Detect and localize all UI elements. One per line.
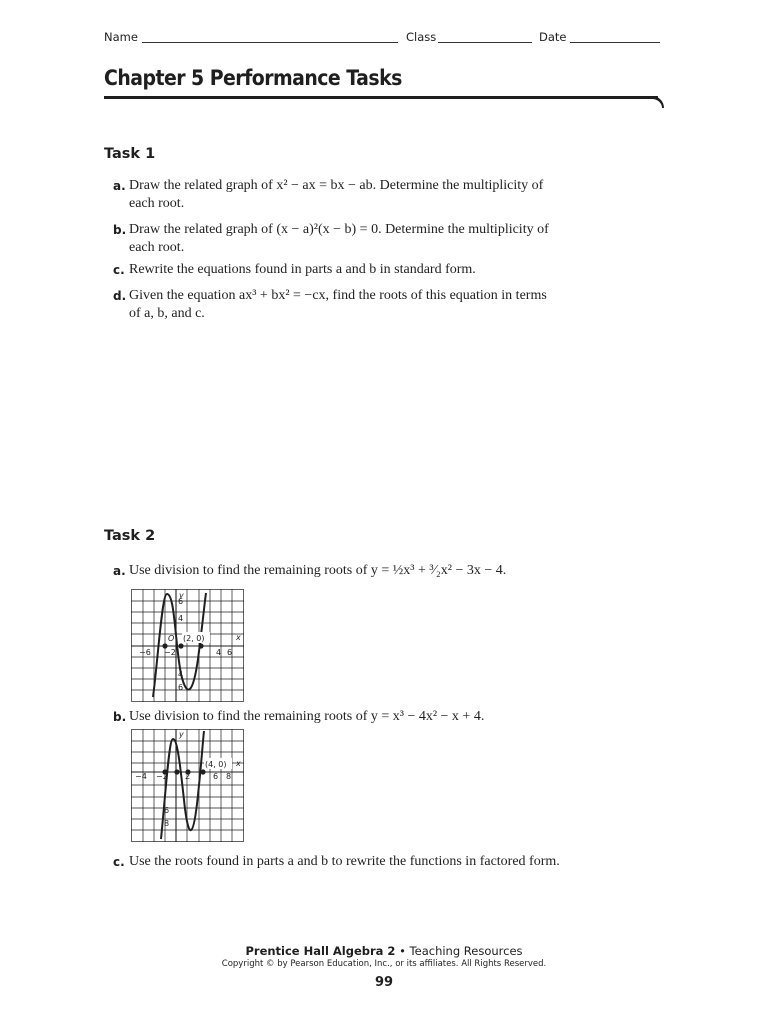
y-tick: 4 bbox=[178, 614, 184, 623]
y-tick: 6 bbox=[164, 806, 170, 815]
task1-item-b bbox=[113, 221, 613, 257]
task2-item-b bbox=[113, 708, 673, 726]
point-label: (2, 0) bbox=[183, 634, 205, 643]
item-text: Use division to find the remaining roots of y = ½x³ + ³⁄₂x² − 3x − 4. bbox=[129, 563, 507, 578]
x-tick: 8 bbox=[226, 772, 232, 781]
point-label: (4, 0) bbox=[205, 760, 227, 769]
y-tick: 4 bbox=[178, 670, 184, 679]
item-text: Given the equation ax³ + bx² = −cx, find the roots of this equation in terms bbox=[129, 288, 547, 303]
graph-b bbox=[131, 729, 244, 842]
item-text: Draw the related graph of (x − a)²(x − b) = 0. Determine the multiplicity of bbox=[129, 222, 549, 237]
name-label: Name bbox=[104, 30, 138, 44]
page-number: 99 bbox=[374, 975, 394, 990]
y-tick: 6 bbox=[178, 597, 184, 606]
y-tick: 8 bbox=[164, 819, 170, 828]
y-axis-label: y bbox=[179, 730, 184, 739]
footer-book-line bbox=[0, 944, 768, 958]
task1-item-d bbox=[113, 287, 613, 323]
item-text-cont: each root. bbox=[129, 240, 185, 255]
footer-resource: Teaching Resources bbox=[409, 944, 523, 958]
task2-heading: Task 2 bbox=[104, 528, 156, 544]
footer-copyright: Copyright © by Pearson Education, Inc., or its affiliates. All Rights Reserved. bbox=[221, 959, 547, 969]
x-tick: −2 bbox=[164, 648, 176, 657]
title-rule-curl bbox=[648, 96, 664, 108]
task2-item-a bbox=[113, 562, 673, 580]
item-text: Rewrite the equations found in parts a and b in standard form. bbox=[129, 262, 476, 277]
item-text: Draw the related graph of x² − ax = bx − ab. Determine the multiplicity of bbox=[129, 178, 544, 193]
footer-book: Prentice Hall Algebra 2 bbox=[245, 944, 396, 958]
item-label: d. bbox=[113, 289, 127, 303]
class-field-line[interactable] bbox=[438, 42, 532, 43]
item-label: a. bbox=[113, 564, 126, 578]
x-tick: 2 bbox=[185, 772, 191, 781]
item-label: c. bbox=[113, 263, 125, 277]
item-label: b. bbox=[113, 223, 127, 237]
item-label: c. bbox=[113, 855, 125, 869]
x-axis-label: x bbox=[236, 633, 241, 642]
y-tick: 6 bbox=[178, 683, 184, 692]
graph-a bbox=[131, 589, 244, 702]
y-axis-label: y bbox=[179, 591, 184, 600]
x-tick: 4 bbox=[216, 648, 222, 657]
origin-label: O bbox=[168, 634, 175, 643]
x-tick: 6 bbox=[213, 772, 219, 781]
date-label: Date bbox=[539, 30, 567, 44]
x-tick: −4 bbox=[135, 772, 147, 781]
x-tick: −6 bbox=[139, 648, 151, 657]
item-text-cont: of a, b, and c. bbox=[129, 306, 205, 321]
name-field-line[interactable] bbox=[142, 42, 398, 43]
date-field-line[interactable] bbox=[570, 42, 660, 43]
title-rule bbox=[104, 96, 658, 99]
x-tick: −2 bbox=[156, 772, 168, 781]
item-label: a. bbox=[113, 179, 126, 193]
task1-item-c bbox=[113, 261, 613, 279]
task2-item-c bbox=[113, 853, 673, 871]
x-tick: 6 bbox=[227, 648, 233, 657]
item-text-cont: each root. bbox=[129, 196, 185, 211]
item-label: b. bbox=[113, 710, 127, 724]
task1-item-a bbox=[113, 177, 613, 213]
x-axis-label: x bbox=[236, 759, 241, 768]
item-text: Use the roots found in parts a and b to rewrite the functions in factored form. bbox=[129, 854, 560, 869]
footer-bullet: • bbox=[399, 944, 406, 958]
page-title: Chapter 5 Performance Tasks bbox=[104, 66, 402, 90]
item-text: Use division to find the remaining roots of y = x³ − 4x² − x + 4. bbox=[129, 709, 485, 724]
task1-heading: Task 1 bbox=[104, 146, 156, 162]
class-label: Class bbox=[406, 30, 437, 44]
